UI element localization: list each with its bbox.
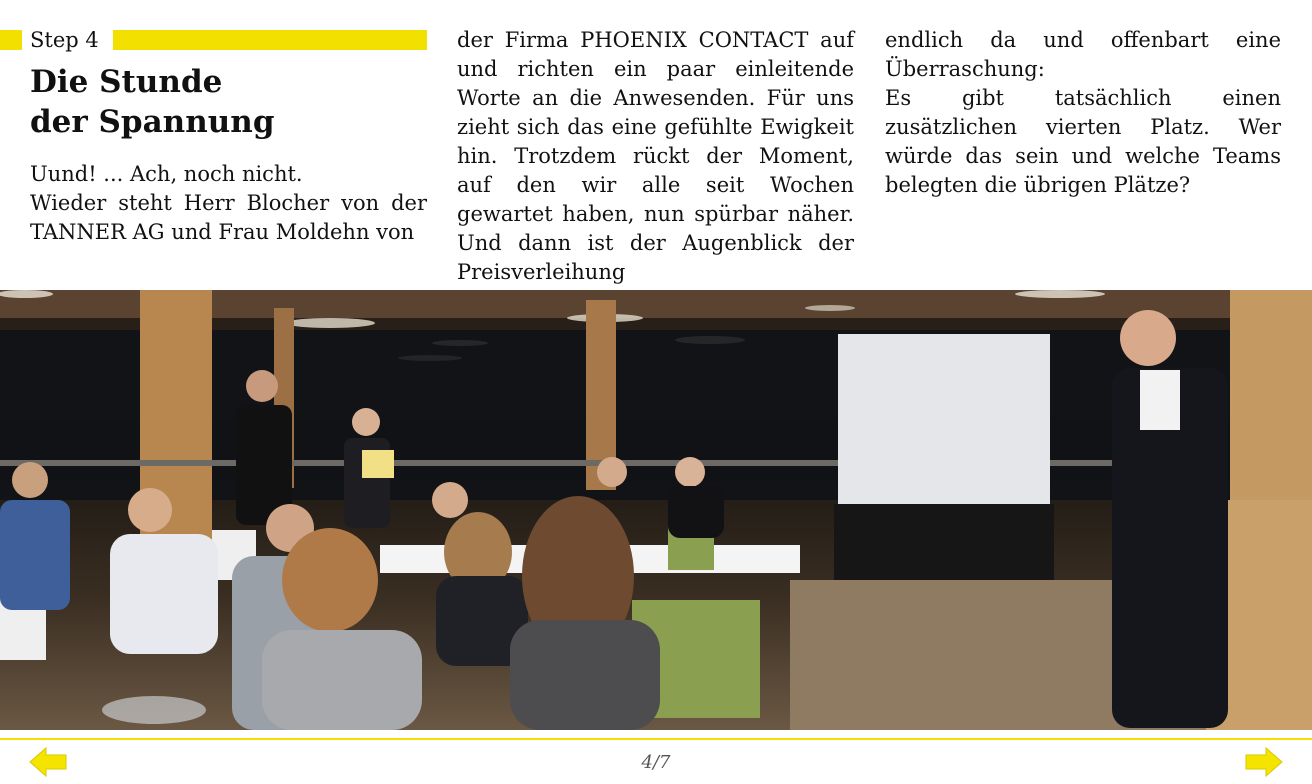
event-photo [0, 290, 1312, 730]
next-page-button[interactable] [1244, 746, 1284, 778]
column-2-text [457, 26, 854, 287]
column-3-paragraph-1: endlich da und offenbart eine Überraschung: [885, 28, 1281, 81]
headline-line-2: der Spannung [30, 104, 275, 140]
headline [30, 62, 427, 142]
arrow-left-icon [28, 746, 68, 778]
step-bar-left [0, 30, 22, 50]
headline-line-1: Die Stunde [30, 64, 223, 100]
arrow-right-icon [1244, 746, 1284, 778]
column-3-paragraph-2: Es gibt tatsächlich einen zusätzlichen vierten Platz. Wer würde das sein und welche Teams belegten die übrigen Plätze? [885, 86, 1281, 197]
column-1-paragraph-2: Wieder steht Herr Blocher von der TANNER AG und Frau Moldehn von [30, 191, 427, 244]
column-2-paragraph-1: der Firma PHOENIX CONTACT auf und richten ein paar einleitende Worte an die Anwesenden. Für uns zieht sich das eine gefühlte Ewigkeit hin. Trotzdem rückt der Moment, auf den wir alle seit Wochen gewartet haben, nun spürbar näher. Und dann ist der Augenblick der Preisverleihung [457, 28, 854, 284]
column-1-text [30, 160, 427, 247]
event-photo-illustration [0, 290, 1312, 730]
column-3-text [885, 26, 1281, 200]
page-number: 4/7 [641, 752, 671, 773]
previous-page-button[interactable] [28, 746, 68, 778]
column-1-paragraph-1: Uund! ... Ach, noch nicht. [30, 162, 303, 186]
footer-divider [0, 738, 1312, 740]
step-label: Step 4 [30, 28, 99, 52]
step-bar-right [113, 30, 427, 50]
